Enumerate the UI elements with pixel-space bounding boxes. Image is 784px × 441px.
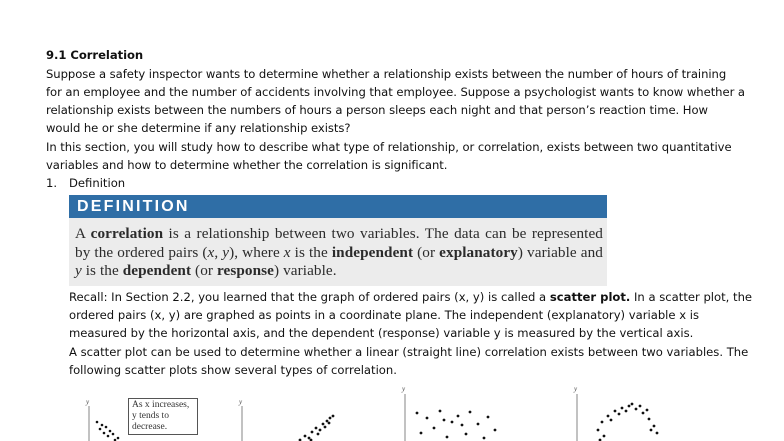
term-independent: independent (331, 243, 414, 261)
definition-header (69, 195, 607, 218)
svg-text:y: y (86, 398, 90, 406)
svg-text:y: y (239, 398, 243, 406)
plot-callout: As x increases, y tends to decrease. (128, 398, 198, 435)
intro-line-5: In this section, you will study how to describe what type of relationship, or correlation, exists between two quantitative (46, 140, 732, 154)
term-response: response (216, 262, 275, 279)
list-label: Definition (69, 176, 126, 190)
recall-line-5: following scatter plots show several types of correlation. (69, 363, 397, 377)
section-heading: 9.1 Correlation (46, 48, 144, 62)
list-number: 1. (46, 176, 58, 190)
definition-title: DEFINITION (77, 198, 190, 215)
scatter-plot-none (401, 385, 496, 441)
definition-box (69, 195, 607, 286)
intro-line-1: Suppose a safety inspector wants to determine whether a relationship exists between the number of hours of training (46, 67, 727, 81)
scatter-plot-nonlinear (573, 385, 658, 441)
svg-text:y: y (402, 385, 406, 393)
recall-line-3: measured by the horizontal axis, and the dependent (response) variable y is measured by the vertical axis. (69, 326, 694, 340)
intro-line-6: variables and how to determine whether the correlation is significant. (46, 158, 448, 172)
term-explanatory: explanatory (439, 243, 518, 261)
svg-text:y: y (574, 385, 578, 393)
intro-line-3: relationship exists between the numbers of hours a person sleeps each night and that person’s reaction time. How (46, 103, 708, 117)
term-dependent: dependent (122, 262, 192, 279)
recall-line-1: Recall: In Section 2.2, you learned that the graph of ordered pairs (x, y) is called a scatter plot. In a scatter plot, the (69, 290, 753, 304)
definition-text: A correlation is a relationship between two variables. The data can be represented by the ordered pairs (x, y), where x is the independent (or explanatory) variable and y is the dependent (or response) variable. (75, 225, 603, 279)
scatter-plots-strip (0, 380, 784, 441)
intro-line-2: for an employee and the number of accidents involving that employee. Suppose a psychologist wants to know whether a (46, 85, 745, 99)
recall-line-4: A scatter plot can be used to determine whether a linear (straight line) correlation exists between two variables. The (69, 345, 749, 359)
term-correlation: correlation (90, 225, 164, 242)
scatter-plot-positive (238, 398, 334, 441)
scatter-plot-negative (85, 398, 119, 441)
recall-line-2: ordered pairs (x, y) are graphed as points in a coordinate plane. The independent (explanatory) variable x is (69, 308, 700, 322)
intro-line-4: would he or she determine if any relationship exists? (46, 121, 351, 135)
